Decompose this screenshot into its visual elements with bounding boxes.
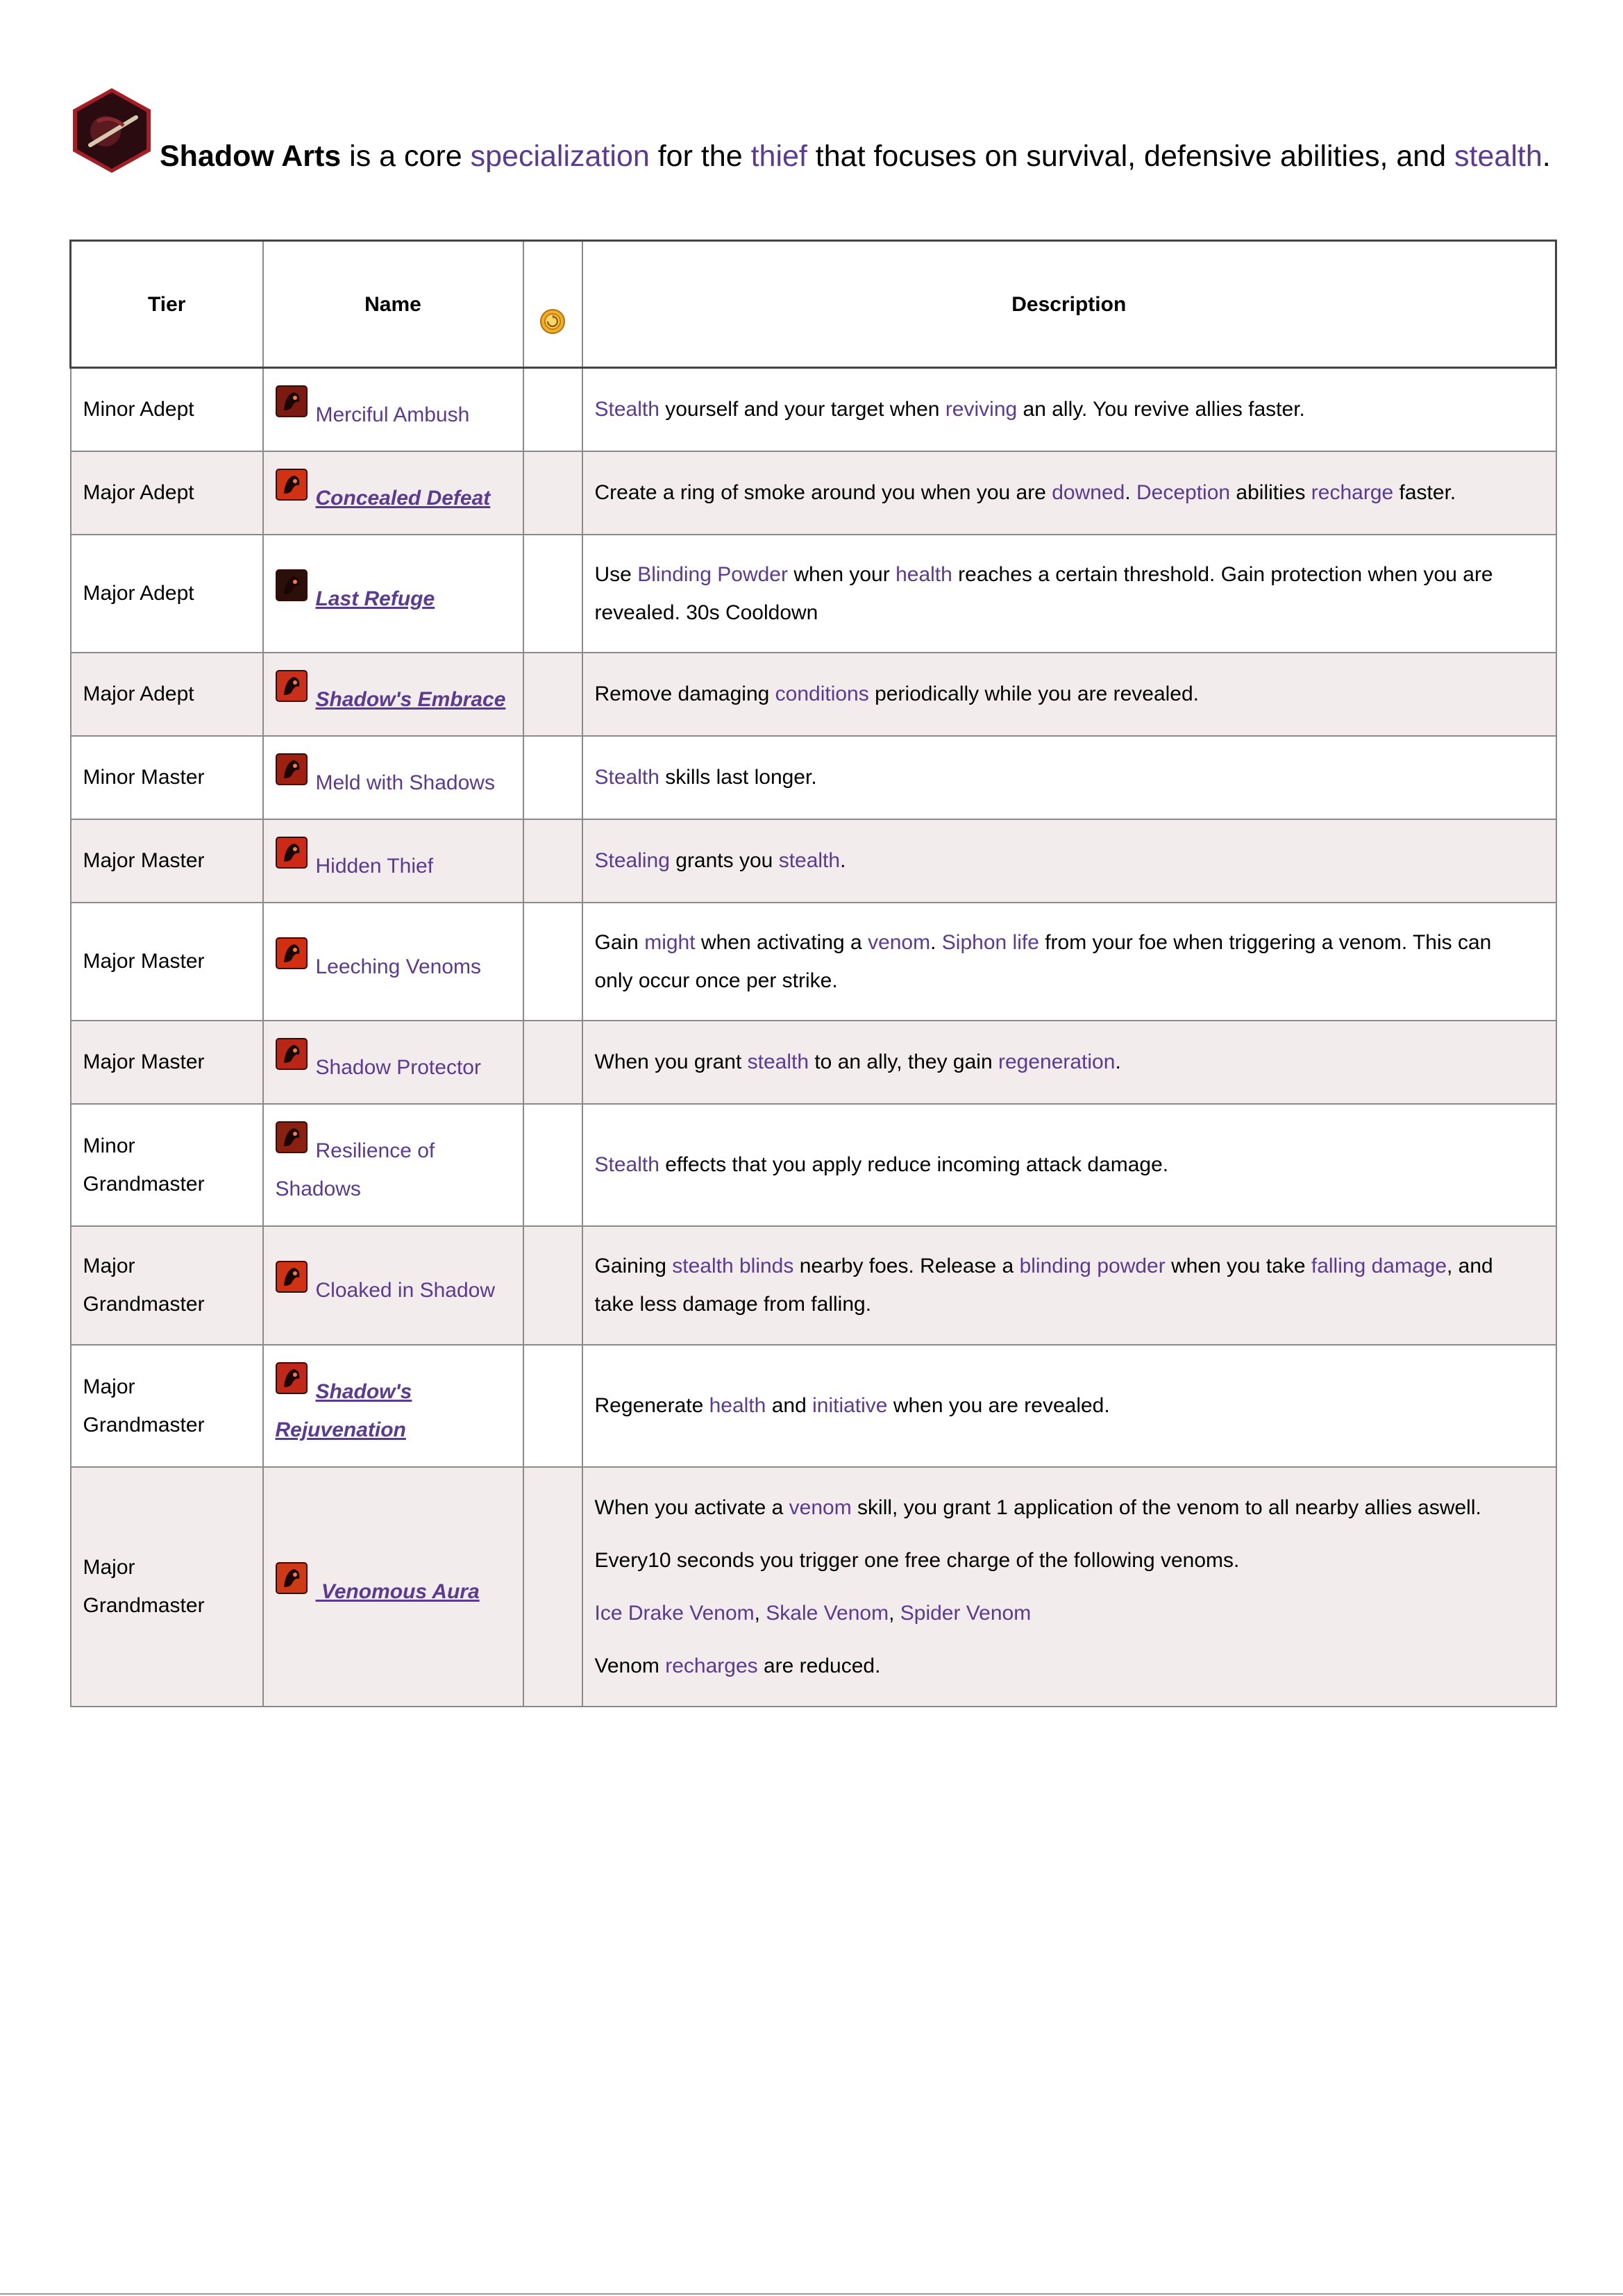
trait-tier: Major Master — [71, 819, 263, 903]
health-link[interactable]: health — [895, 562, 952, 586]
blinding-powder-link[interactable]: Blinding Powder — [637, 562, 788, 586]
conditions-link[interactable]: conditions — [775, 682, 869, 705]
table-row — [71, 819, 1556, 903]
stealth-link[interactable]: stealth — [747, 1050, 809, 1073]
trait-name-cell — [263, 451, 523, 535]
trait-name-link[interactable]: Hidden Thief — [315, 854, 434, 878]
table-row — [71, 653, 1556, 736]
stealth-link[interactable]: Stealth — [594, 398, 659, 421]
trait-name-link[interactable]: Venomous Aura — [315, 1580, 480, 1603]
trait-description — [582, 653, 1556, 736]
trait-name-link[interactable]: Concealed Defeat — [315, 486, 491, 510]
trait-name-link[interactable]: Leeching Venoms — [315, 955, 482, 978]
trait-name-link[interactable]: Cloaked in Shadow — [315, 1279, 496, 1302]
description-text: when you take — [1165, 1255, 1311, 1277]
recharge-link[interactable]: recharge — [1311, 481, 1394, 504]
trait-description — [582, 1467, 1556, 1707]
trait-cooldown-cell — [523, 1467, 582, 1707]
description-text: When you grant — [594, 1050, 748, 1073]
spider-venom-link[interactable]: Spider Venom — [900, 1601, 1032, 1625]
description-text — [734, 1255, 739, 1277]
description-text: when you are revealed. — [887, 1394, 1110, 1417]
recharges-link[interactable]: recharges — [665, 1654, 758, 1677]
name-header: Name — [263, 241, 523, 368]
trait-cooldown-cell — [523, 653, 582, 736]
description-text: . — [1125, 481, 1136, 504]
trait-name-cell — [263, 368, 523, 451]
description-paragraph — [595, 1247, 1528, 1323]
trait-tier: Major Grandmaster — [71, 1467, 263, 1707]
trait-description — [582, 1021, 1556, 1104]
description-text: Remove damaging — [594, 682, 775, 705]
trait-icon-resilience-of-shadows[interactable] — [276, 1121, 308, 1153]
trait-name-cell — [263, 1467, 523, 1707]
trait-description — [582, 819, 1556, 903]
trait-name-link[interactable]: Shadow Protector — [315, 1055, 481, 1079]
trait-cooldown-cell — [523, 1226, 582, 1345]
trait-description — [582, 903, 1556, 1021]
stealth-link[interactable]: Stealth — [594, 1153, 659, 1176]
trait-icon-merciful-ambush[interactable] — [276, 385, 308, 417]
table-header-row — [71, 241, 1556, 368]
trait-cooldown-cell — [523, 903, 582, 1021]
description-paragraph — [595, 1594, 1528, 1632]
description-text: , and take less damage from falling. — [594, 1255, 1493, 1316]
trait-cooldown-cell — [523, 736, 582, 819]
description-text: are reduced. — [757, 1654, 881, 1677]
regeneration-link[interactable]: regeneration — [998, 1050, 1116, 1073]
table-row — [71, 903, 1556, 1021]
description-text: and — [766, 1394, 813, 1417]
description-text: yourself and your target when — [659, 398, 945, 421]
trait-tier: Major Grandmaster — [71, 1226, 263, 1345]
description-text: , — [754, 1601, 766, 1625]
description-paragraph — [595, 1386, 1528, 1425]
trait-icon-concealed-defeat[interactable] — [276, 469, 308, 501]
trait-name-cell — [263, 903, 523, 1021]
description-text: Regenerate — [594, 1394, 709, 1417]
trait-tier: Minor Grandmaster — [71, 1104, 263, 1226]
trait-name-cell — [263, 1021, 523, 1104]
description-text: skills last longer. — [659, 766, 817, 789]
description-text: Every10 seconds you trigger one free charge of the following venoms. — [594, 1548, 1240, 1572]
description-text: abilities — [1230, 481, 1311, 504]
trait-name-link[interactable]: Merciful Ambush — [315, 403, 470, 426]
description-paragraph — [595, 1146, 1528, 1184]
skale-venom-link[interactable]: Skale Venom — [766, 1601, 889, 1625]
trait-tier: Major Master — [71, 903, 263, 1021]
trait-cooldown-cell — [523, 1021, 582, 1104]
blinds-link[interactable]: blinds — [739, 1255, 794, 1277]
spec-title: Shadow Arts — [160, 140, 342, 173]
trait-tier: Minor Master — [71, 736, 263, 819]
page-bottom-rule — [0, 2293, 1623, 2295]
description-text: when activating a — [695, 930, 868, 954]
ice-drake-venom-link[interactable]: Ice Drake Venom — [594, 1601, 755, 1625]
trait-cooldown-cell — [523, 451, 582, 535]
table-row — [71, 1021, 1556, 1104]
description-paragraph — [595, 390, 1528, 428]
initiative-link[interactable]: initiative — [812, 1394, 888, 1417]
table-row — [71, 1467, 1556, 1707]
description-paragraph — [595, 474, 1528, 512]
blinding-powder-link[interactable]: blinding powder — [1019, 1255, 1166, 1277]
trait-tier: Major Adept — [71, 653, 263, 736]
deception-link[interactable]: Deception — [1136, 481, 1231, 504]
description-text: nearby foes. Release a — [793, 1255, 1020, 1277]
specialization-link[interactable]: specialization — [470, 140, 650, 173]
description-text: When you activate a — [594, 1495, 789, 1519]
trait-name-cell — [263, 1226, 523, 1345]
description-text: when your — [787, 562, 896, 586]
trait-name-link[interactable]: Resilience of Shadows — [275, 1139, 435, 1200]
table-row — [71, 1345, 1556, 1467]
description-paragraph — [595, 841, 1528, 880]
trait-tier: Major Adept — [71, 451, 263, 535]
trait-name-cell — [263, 535, 523, 653]
description-paragraph — [595, 758, 1528, 796]
trait-cooldown-cell — [523, 1104, 582, 1226]
description-paragraph — [595, 555, 1528, 632]
trait-icon-leeching-venoms[interactable] — [276, 937, 308, 969]
stealth-link[interactable]: stealth — [1454, 140, 1542, 173]
trait-name-cell — [263, 1345, 523, 1467]
description-text: . — [840, 849, 846, 872]
trait-icon-shadow-protector[interactable] — [276, 1038, 308, 1070]
trait-description — [582, 451, 1556, 535]
table-row — [71, 368, 1556, 451]
description-text: faster. — [1393, 481, 1456, 504]
description-text: grants you — [669, 849, 779, 872]
trait-description — [582, 736, 1556, 819]
description-text: an ally. You revive allies faster. — [1017, 398, 1305, 421]
description-text: Gaining — [594, 1255, 673, 1277]
trait-tier: Major Adept — [71, 535, 263, 653]
trait-cooldown-cell — [523, 819, 582, 903]
trait-name-cell — [263, 736, 523, 819]
stealth-link[interactable]: Stealth — [594, 766, 659, 789]
description-text: Gain — [594, 930, 645, 954]
trait-description — [582, 368, 1556, 451]
trait-description — [582, 1226, 1556, 1345]
venom-link[interactable]: venom — [868, 930, 931, 954]
trait-description — [582, 1345, 1556, 1467]
trait-name-link[interactable]: Shadow's Embrace — [315, 687, 506, 711]
table-row — [71, 736, 1556, 819]
trait-icon-last-refuge[interactable] — [276, 569, 308, 601]
trait-icon-cloaked-in-shadow[interactable] — [276, 1261, 308, 1293]
description-paragraph — [595, 1647, 1528, 1685]
description-text: periodically while you are revealed. — [868, 682, 1200, 705]
intro-paragraph: Shadow Arts is a core specialization for the thief that focuses on survival, defensive abilities, and stealth. — [69, 87, 1555, 174]
description-text: skill, you grant 1 application of the venom to all nearby allies aswell. — [851, 1495, 1481, 1519]
might-link[interactable]: might — [644, 930, 696, 954]
description-paragraph — [595, 1043, 1528, 1081]
trait-tier: Major Grandmaster — [71, 1345, 263, 1467]
stealth-link[interactable]: stealth — [778, 849, 841, 872]
trait-name-link[interactable]: Shadow's Rejuvenation — [275, 1380, 412, 1441]
cooldown-header — [523, 241, 582, 368]
trait-name-link[interactable]: Meld with Shadows — [315, 771, 495, 794]
description-paragraph — [595, 923, 1528, 1000]
description-header: Description — [582, 241, 1556, 368]
description-text: effects that you apply reduce incoming attack damage. — [659, 1153, 1169, 1176]
description-text: reaches a certain threshold. Gain protection when you are revealed. 30s Cooldown — [594, 562, 1493, 624]
description-text: . — [1115, 1050, 1121, 1073]
trait-cooldown-cell — [523, 1345, 582, 1467]
trait-description — [582, 1104, 1556, 1226]
description-paragraph — [595, 1541, 1528, 1579]
stealth-link[interactable]: stealth — [672, 1255, 734, 1277]
description-text: Create a ring of smoke around you when you are — [594, 481, 1052, 504]
tier-header: Tier — [71, 241, 263, 368]
description-text: . — [930, 930, 942, 954]
traits-table — [69, 240, 1557, 1707]
description-text: to an ally, they gain — [809, 1050, 998, 1073]
trait-description — [582, 535, 1556, 653]
falling-damage-link[interactable]: falling damage — [1311, 1255, 1447, 1277]
trait-name-cell — [263, 819, 523, 903]
description-text: Use — [594, 562, 638, 586]
trait-icon-hidden-thief[interactable] — [276, 837, 308, 869]
trait-icon-meld-with-shadows[interactable] — [276, 753, 308, 785]
venom-link[interactable]: venom — [789, 1495, 852, 1519]
trait-tier: Minor Adept — [71, 368, 263, 451]
trait-cooldown-cell — [523, 535, 582, 653]
siphon-life-link[interactable]: Siphon life — [941, 930, 1039, 954]
table-row — [71, 451, 1556, 535]
shadow-arts-spec-icon — [69, 87, 154, 174]
trait-name-cell — [263, 1104, 523, 1226]
recharge-icon — [539, 308, 566, 335]
trait-icon-shadow-s-rejuvenation[interactable] — [276, 1362, 308, 1394]
description-paragraph — [595, 1489, 1528, 1527]
trait-name-link[interactable]: Last Refuge — [315, 587, 435, 610]
description-text: from your foe when triggering a venom. This can only occur once per strike. — [594, 930, 1492, 992]
table-row — [71, 1226, 1556, 1345]
stealing-link[interactable]: Stealing — [594, 849, 670, 872]
trait-tier: Major Master — [71, 1021, 263, 1104]
description-text: Venom — [594, 1654, 666, 1677]
trait-icon-venomous-aura[interactable] — [276, 1562, 308, 1594]
description-paragraph — [595, 675, 1528, 713]
health-link[interactable]: health — [709, 1394, 766, 1417]
reviving-link[interactable]: reviving — [945, 398, 1018, 421]
table-row — [71, 535, 1556, 653]
description-text: , — [889, 1601, 900, 1625]
trait-icon-shadow-s-embrace[interactable] — [276, 670, 308, 702]
table-row — [71, 1104, 1556, 1226]
downed-link[interactable]: downed — [1052, 481, 1125, 504]
trait-name-cell — [263, 653, 523, 736]
thief-link[interactable]: thief — [750, 140, 807, 173]
trait-cooldown-cell — [523, 368, 582, 451]
